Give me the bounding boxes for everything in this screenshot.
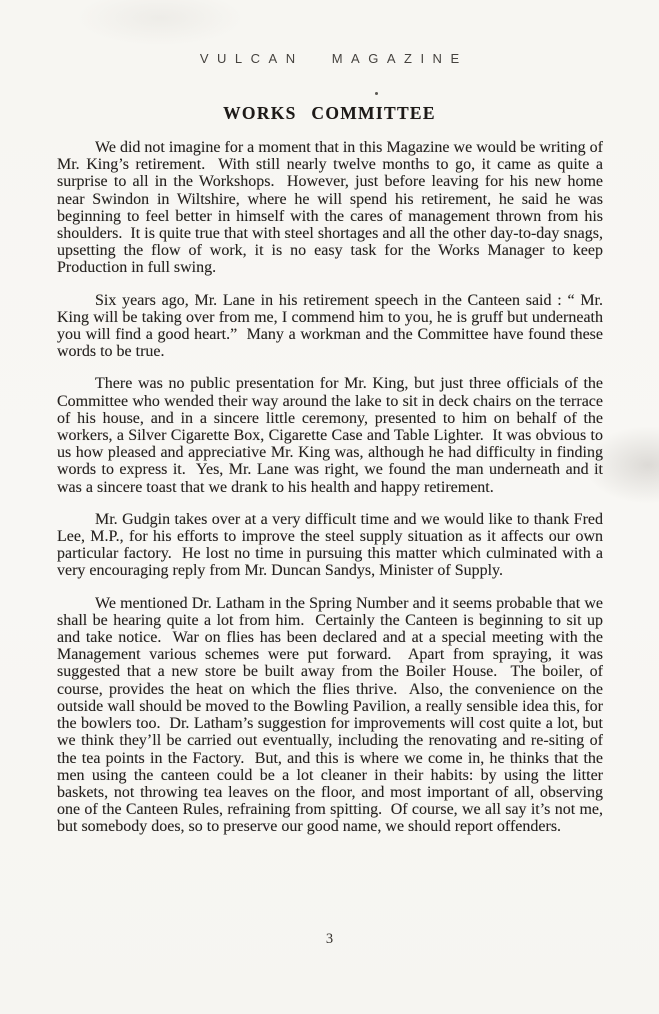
- paragraph-gudgin-takeover: Mr. Gudgin takes over at a very difficult time and we would like to thank Fred Lee, M.P., for his efforts to improve the steel supply situation as it affects our own particular factory. He lost no time in pursuing this matter which culminated with a very encouraging reply from Mr. Duncan Sandys, Minister of Supply.: [57, 510, 607, 580]
- paragraph-presentation: There was no public presentation for Mr. King, but just three officials of the Committee who wended their way around the lake to sit in deck chairs on the terrace of his house, and in a sincere little ceremony, presented to him on behalf of the workers, a Silver Cigarette Box, Cigarette Case and Table Lighter. It was obvious to us how pleased and appreciative Mr. King was, although he had difficulty in finding words to express it. Yes, Mr. Lane was right, we found the man underneath and it was a sincere toast that we drank to his health and happy retirement.: [57, 375, 607, 496]
- paragraph-lane-speech: Six years ago, Mr. Lane in his retirement speech in the Canteen said : “ Mr. King will be taking over from me, I commend him to you, he is gruff but underneath you will find a good heart.” Many a workman and the Committee have found these words to be true.: [57, 291, 607, 361]
- article-heading: WORKS COMMITTEE: [223, 103, 436, 123]
- page-number: 3: [325, 931, 334, 947]
- article-body: [57, 139, 607, 851]
- ornament-dot-icon: [375, 92, 378, 95]
- paragraph-retirement-news: We did not imagine for a moment that in this Magazine we would be writing of Mr. King’s retirement. With still nearly twelve months to go, it came as quite a surprise to all in the Workshops. However, just before leaving for his new home near Swindon in Wiltshire, where he will spend his retirement, he said he was beginning to feel better in himself with the cares of management thrown from his shoulders. It is quite true that with steel shortages and all the other day-to-day snags, upsetting the flow of work, it is no easy task for the Works Manager to keep Production in full swing.: [57, 139, 607, 277]
- paragraph-dr-latham: We mentioned Dr. Latham in the Spring Number and it seems probable that we shall be hearing quite a lot from him. Certainly the Canteen is beginning to sit up and take notice. War on flies has been declared and at a special meeting with the Management various schemes were put forward. Apart from spraying, it was suggested that a new store be built away from the Boiler House. The boiler, of course, provides the heat on which the flies thrive. Also, the convenience on the outside wall should be moved to the Bowling Pavilion, a really sensible idea this, for the bowlers too. Dr. Latham’s suggestion for improvements will cost quite a lot, but we think they’ll be carried out eventually, including the renovating and re-siting of the tea points in the Factory. But, and this is where we come in, he thinks that the men using the canteen could be a lot cleaner in their habits: by using the litter baskets, not throwing tea leaves on the floor, and most important of all, observing one of the Canteen Rules, refraining from spitting. Of course, we all say it’s not me, but somebody does, so to preserve our good name, we should report offenders.: [57, 594, 607, 836]
- magazine-title: VULCAN MAGAZINE: [199, 51, 468, 66]
